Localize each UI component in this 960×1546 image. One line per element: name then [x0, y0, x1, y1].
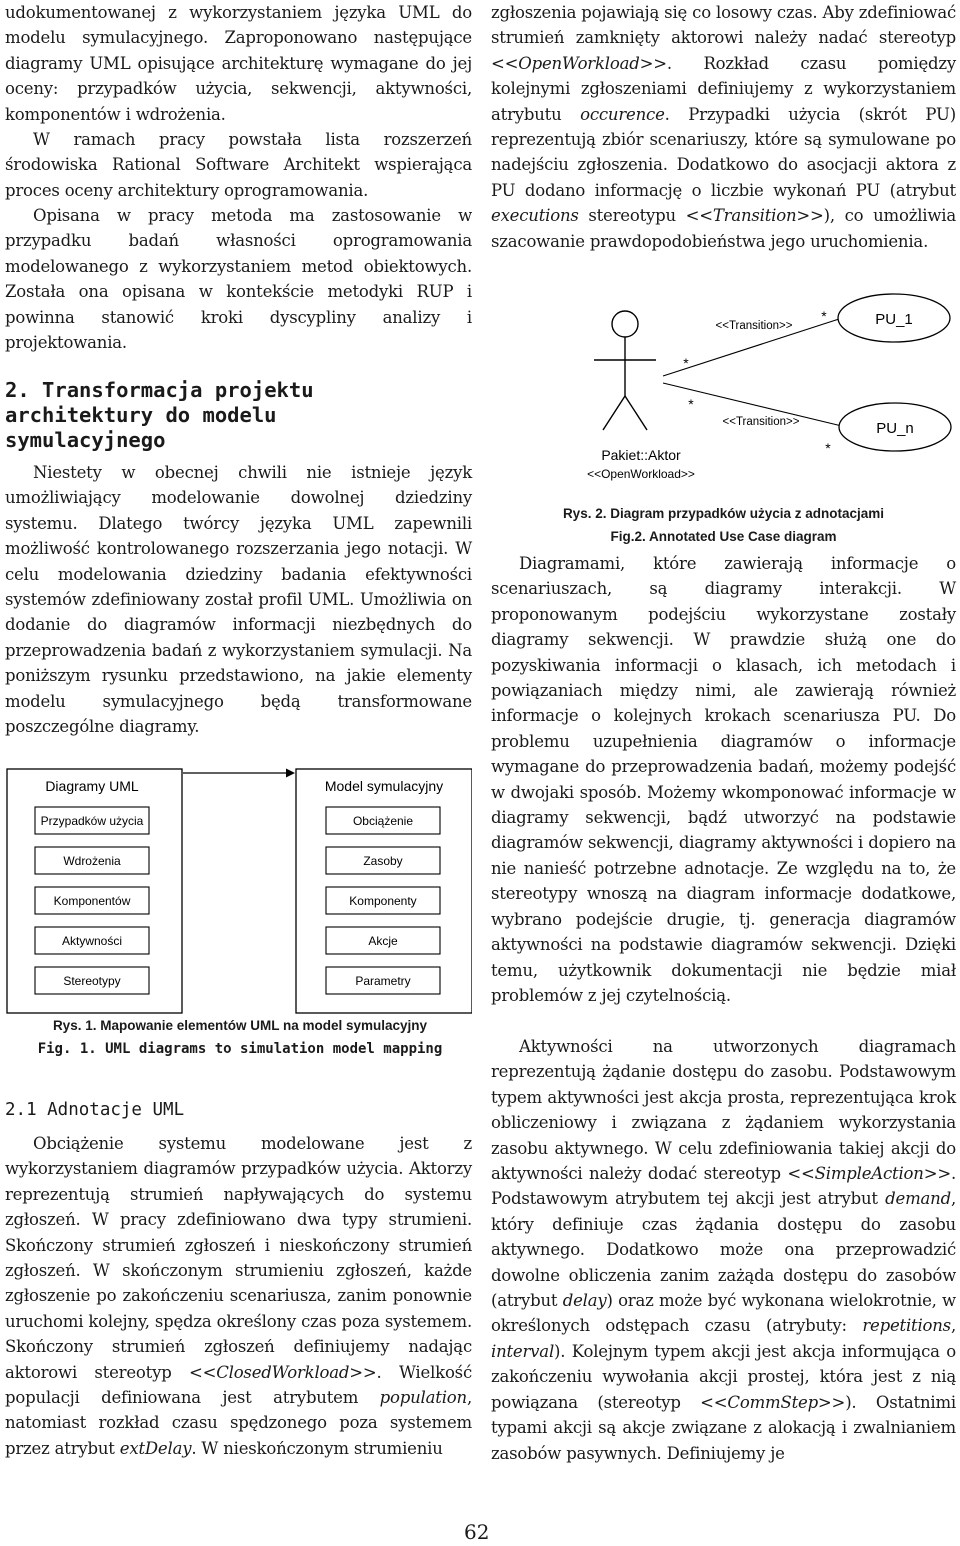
actor-stereotype: <<OpenWorkload>> [587, 467, 695, 481]
paragraph: W ramach pracy powstała lista rozszerzeń środowiska Rational Software Architekt wspierająca proces oceny architektury oprogramowania. [5, 130, 472, 200]
sim-item-label: Zasoby [363, 854, 403, 868]
figure-1-mapping-diagram [5, 763, 472, 1018]
figure-2-caption [491, 504, 956, 546]
simulation-model-title: Model symulacyjny [324, 778, 444, 794]
right-paragraph-2-block [491, 551, 956, 1008]
paragraph: Obciążenie systemu modelowane jest z wykorzystaniem diagramów przypadków użycia. Aktorzy reprezentują strumień napływających do systemu zgłoszeń. W pracy zdefiniowano dwa typy strumieni. Skończony strumień zgłoszeń i nieskończony strumień zgłoszeń. W skończonym strumieniu zgłoszeń, każde zgłoszenie po zakończeniu scenariusza, zanim ponownie uruchomi kolejny, spędza określony czas poza systemem. Skończony strumień zgłoszeń definiujemy nadając aktorowi stereotyp <<ClosedWorkload>>. Wielkość populacji definiowana jest atrybutem population, natomiast rozkład czasu spędzonego poza systemem przez atrybut extDelay. W nieskończonym strumieniu [5, 1134, 472, 1458]
figure-2-caption-pl: Rys. 2. Diagram przypadków użycia z adnotacjami [562, 506, 885, 521]
sim-item-label: Parametry [355, 974, 411, 988]
figure-2-use-case-diagram [491, 288, 956, 488]
uml-item-label: Przypadków użycia [40, 814, 144, 828]
sim-item-label: Obciążenie [352, 814, 414, 828]
uml-item-label: Komponentów [53, 894, 131, 908]
association-stereotype-label: <<Transition>> [722, 416, 800, 428]
figure-1-caption-en: Fig. 1. UML diagrams to simulation model mapping [37, 1041, 443, 1057]
use-case-label: PU_1 [875, 311, 913, 328]
figure-2-caption-en: Fig.2. Annotated Use Case diagram [610, 529, 837, 544]
mapping-arrow-head [286, 769, 295, 778]
multiplicity-label: * [688, 396, 694, 412]
paragraph: udokumentowanej z wykorzystaniem języka UML do modelu symulacyjnego. Zaproponowano następujące diagramy UML opisujące architekturę wymagane do jej oceny: przypadków użycia, sekwencji, aktywności, komponentów i wdrożenia. [5, 3, 472, 124]
paragraph: Aktywności na utworzonych diagramach reprezentują żądanie dostępu do zasobu. Podstawowym typem aktywności jest akcja prosta, reprezentująca krok obliczeniowy i związana z żądaniem wykorzystania zasobu aktywnego. W celu zdefiniowania takiej akcji do aktywności należy dodać stereotyp <<SimpleAction>>. Podstawowym atrybutem tej akcji jest atrybut demand, który definiuje czas żądania dostępu do zasobu aktywnego. Dodatkowo może ona przeprowadzić dowolne obliczenia zanim zażąda dostępu do zasobów (atrybut delay) oraz może być wykonana wielokrotnie, w określonych odstępach czasu (atrybuty: repetitions, interval). Kolejnym typem akcji jest akcja informująca o zakończeniu wywołania akcji prostej, która jest z nią powiązana (stereotyp <<CommStep>>). Ostatnimi typami akcji są akcje związane z alokacją i zwalnianiem zasobów pasywnych. Definiujemy je [491, 1037, 957, 1463]
section-title: Transformacja projektu architektury do modelu symulacyjnego [5, 378, 314, 452]
left-paragraph-1-block [5, 0, 472, 127]
multiplicity-label: * [821, 308, 827, 324]
sim-item-label: Akcje [368, 934, 398, 948]
paragraph: Opisana w pracy metoda ma zastosowanie w przypadku badań własności oprogramowania modelowanego z wykorzystaniem metod obiektowych. Została ona opisana w kontekście metodyki RUP i powinna stanowić kroki dyscypliny analizy i projektowania. [5, 206, 472, 353]
section-number: 2. [5, 378, 30, 402]
figure-1-caption-pl: Rys. 1. Mapowanie elementów UML na model symulacyjny [52, 1018, 428, 1033]
left-paragraph-3-block [5, 203, 472, 355]
association-stereotype-label: <<Transition>> [715, 320, 793, 332]
left-paragraph-2-block [5, 127, 472, 203]
section-heading [5, 378, 365, 453]
multiplicity-label: * [825, 440, 831, 456]
sim-item-label: Komponenty [349, 894, 417, 908]
right-paragraph-3-block [491, 1034, 956, 1466]
actor-stick-figure [594, 311, 656, 430]
subsection-title: 2.1 Adnotacje UML [5, 1100, 185, 1120]
figure-1-caption [35, 1016, 445, 1059]
uml-diagrams-title: Diagramy UML [45, 778, 139, 794]
uml-item-label: Stereotypy [63, 974, 121, 988]
uml-item-label: Wdrożenia [63, 854, 121, 868]
multiplicity-label: * [683, 355, 689, 371]
left-paragraph-4-block [5, 460, 472, 739]
paragraph: Diagramami, które zawierają informacje o scenariuszach, są diagramy interakcji. W proponowanym podejściu wykorzystane zostały diagramy sekwencji. W prawdzie służą one do pozyskiwania informacji o klasach, ich metodach i powiązaniach między nimi, ale zawierają również informacje o kolejnych krokach scenariusza PU. Do problemu uzupełnienia diagramów o informacje wymagane do przeprowadzenia badań, możemy podejść w dwojaki sposób. Możemy wkomponować informacje w diagramy sekwencji, bądź utworzyć na podstawie diagramów sekwencji, diagramy aktywności i dopiero na nie nanieść potrzebne adnotacje. Ze względu na to, że stereotypy wnoszą na diagram informacje dodatkowe, wybrano podejście drugie, tj. generacja diagramów aktywności na podstawie diagramów sekwencji. Dzięki temu, użytkownik dokumentacji nie będzie miał problemów z jej czytelnością. [491, 554, 956, 1005]
subsection-heading [5, 1100, 184, 1120]
uml-item-label: Aktywności [61, 934, 123, 948]
right-paragraph-1-block [491, 0, 956, 254]
paragraph: Niestety w obecnej chwili nie istnieje język umożliwiający modelowanie dowolnej dziedziny systemu. Dlatego twórcy języka UML zapewnili możliwość kontrolowanego rozszerzania jego notacji. W celu modelowania dziedziny badania efektywności systemów zdefiniowany został profil UML. Umożliwia on dodanie do diagramów informacji niezbędnych do przeprowadzenia badań z wykorzystaniem symulacji. Na poniższym rysunku przedstawiono, na jakie elementy modelu symulacyjnego będą transformowane poszczególne diagramy. [5, 463, 472, 737]
actor-name: Pakiet::Aktor [601, 447, 681, 463]
paragraph: zgłoszenia pojawiają się co losowy czas. Aby zdefiniować strumień zamknięty aktorowi należy nadać stereotyp <<OpenWorkload>>. Rozkład czasu pomiędzy kolejnymi zgłoszeniami definiujemy z wykorzystaniem atrybutu occurence. Przypadki użycia (skrót PU) reprezentują zbiór scenariuszy, które są symulowane po nadejściu zgłoszenia. Dodatkowo do asocjacji aktora z PU dodano informację o liczbie wykonań PU (atrybut executions stereotypu <<Transition>>), co umożliwia szacowanie prawdopodobieństwa jego uruchomienia. [491, 3, 956, 251]
use-case-label: PU_n [876, 420, 914, 437]
left-paragraph-5-block [5, 1131, 472, 1461]
page-number: 62 [464, 1520, 490, 1544]
